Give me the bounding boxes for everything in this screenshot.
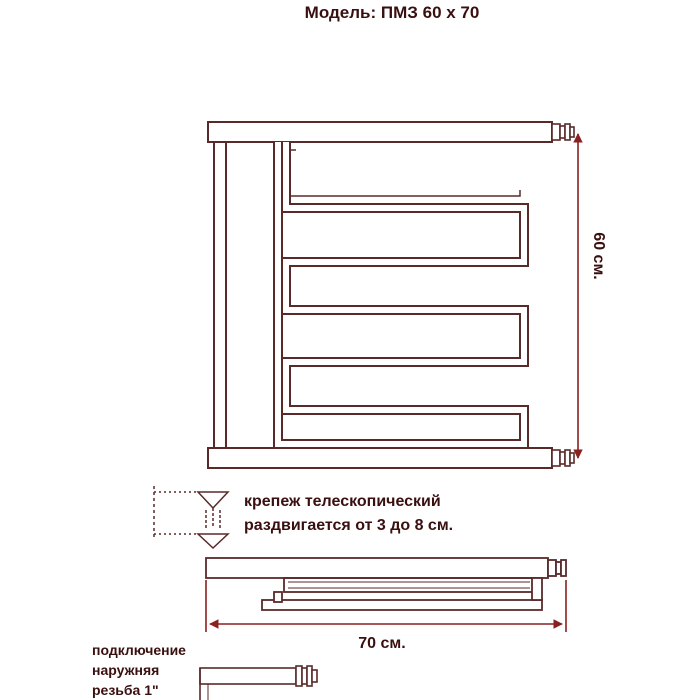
connection-note-line3: резьба 1" — [92, 682, 159, 698]
mount-note-line1: крепеж телескопический — [244, 493, 441, 510]
bottom-bar — [208, 448, 552, 468]
serpentine-inner — [282, 142, 520, 440]
serpentine-outer — [274, 142, 528, 448]
diagram-title: Модель: ПМЗ 60 х 70 — [304, 3, 480, 22]
width-label: 70 см. — [358, 635, 406, 652]
plan-top-bar — [206, 558, 548, 578]
top-bar — [208, 122, 552, 142]
height-label: 60 см. — [590, 232, 607, 280]
connection-detail — [200, 666, 317, 700]
plan-serpentine — [284, 578, 534, 592]
top-bar-fitting — [552, 124, 574, 140]
mount-note-line2: раздвигается от 3 до 8 см. — [244, 517, 454, 534]
plan-bottom-bar — [262, 600, 542, 610]
connection-note-line2: наружняя — [92, 662, 160, 678]
telescopic-mount — [154, 486, 228, 548]
left-riser — [214, 142, 226, 448]
connection-note-line1: подключение — [92, 642, 186, 658]
bottom-bar-fitting — [552, 450, 574, 466]
serpentine-channels — [290, 150, 520, 196]
top-view — [206, 558, 566, 610]
front-view — [208, 122, 574, 468]
